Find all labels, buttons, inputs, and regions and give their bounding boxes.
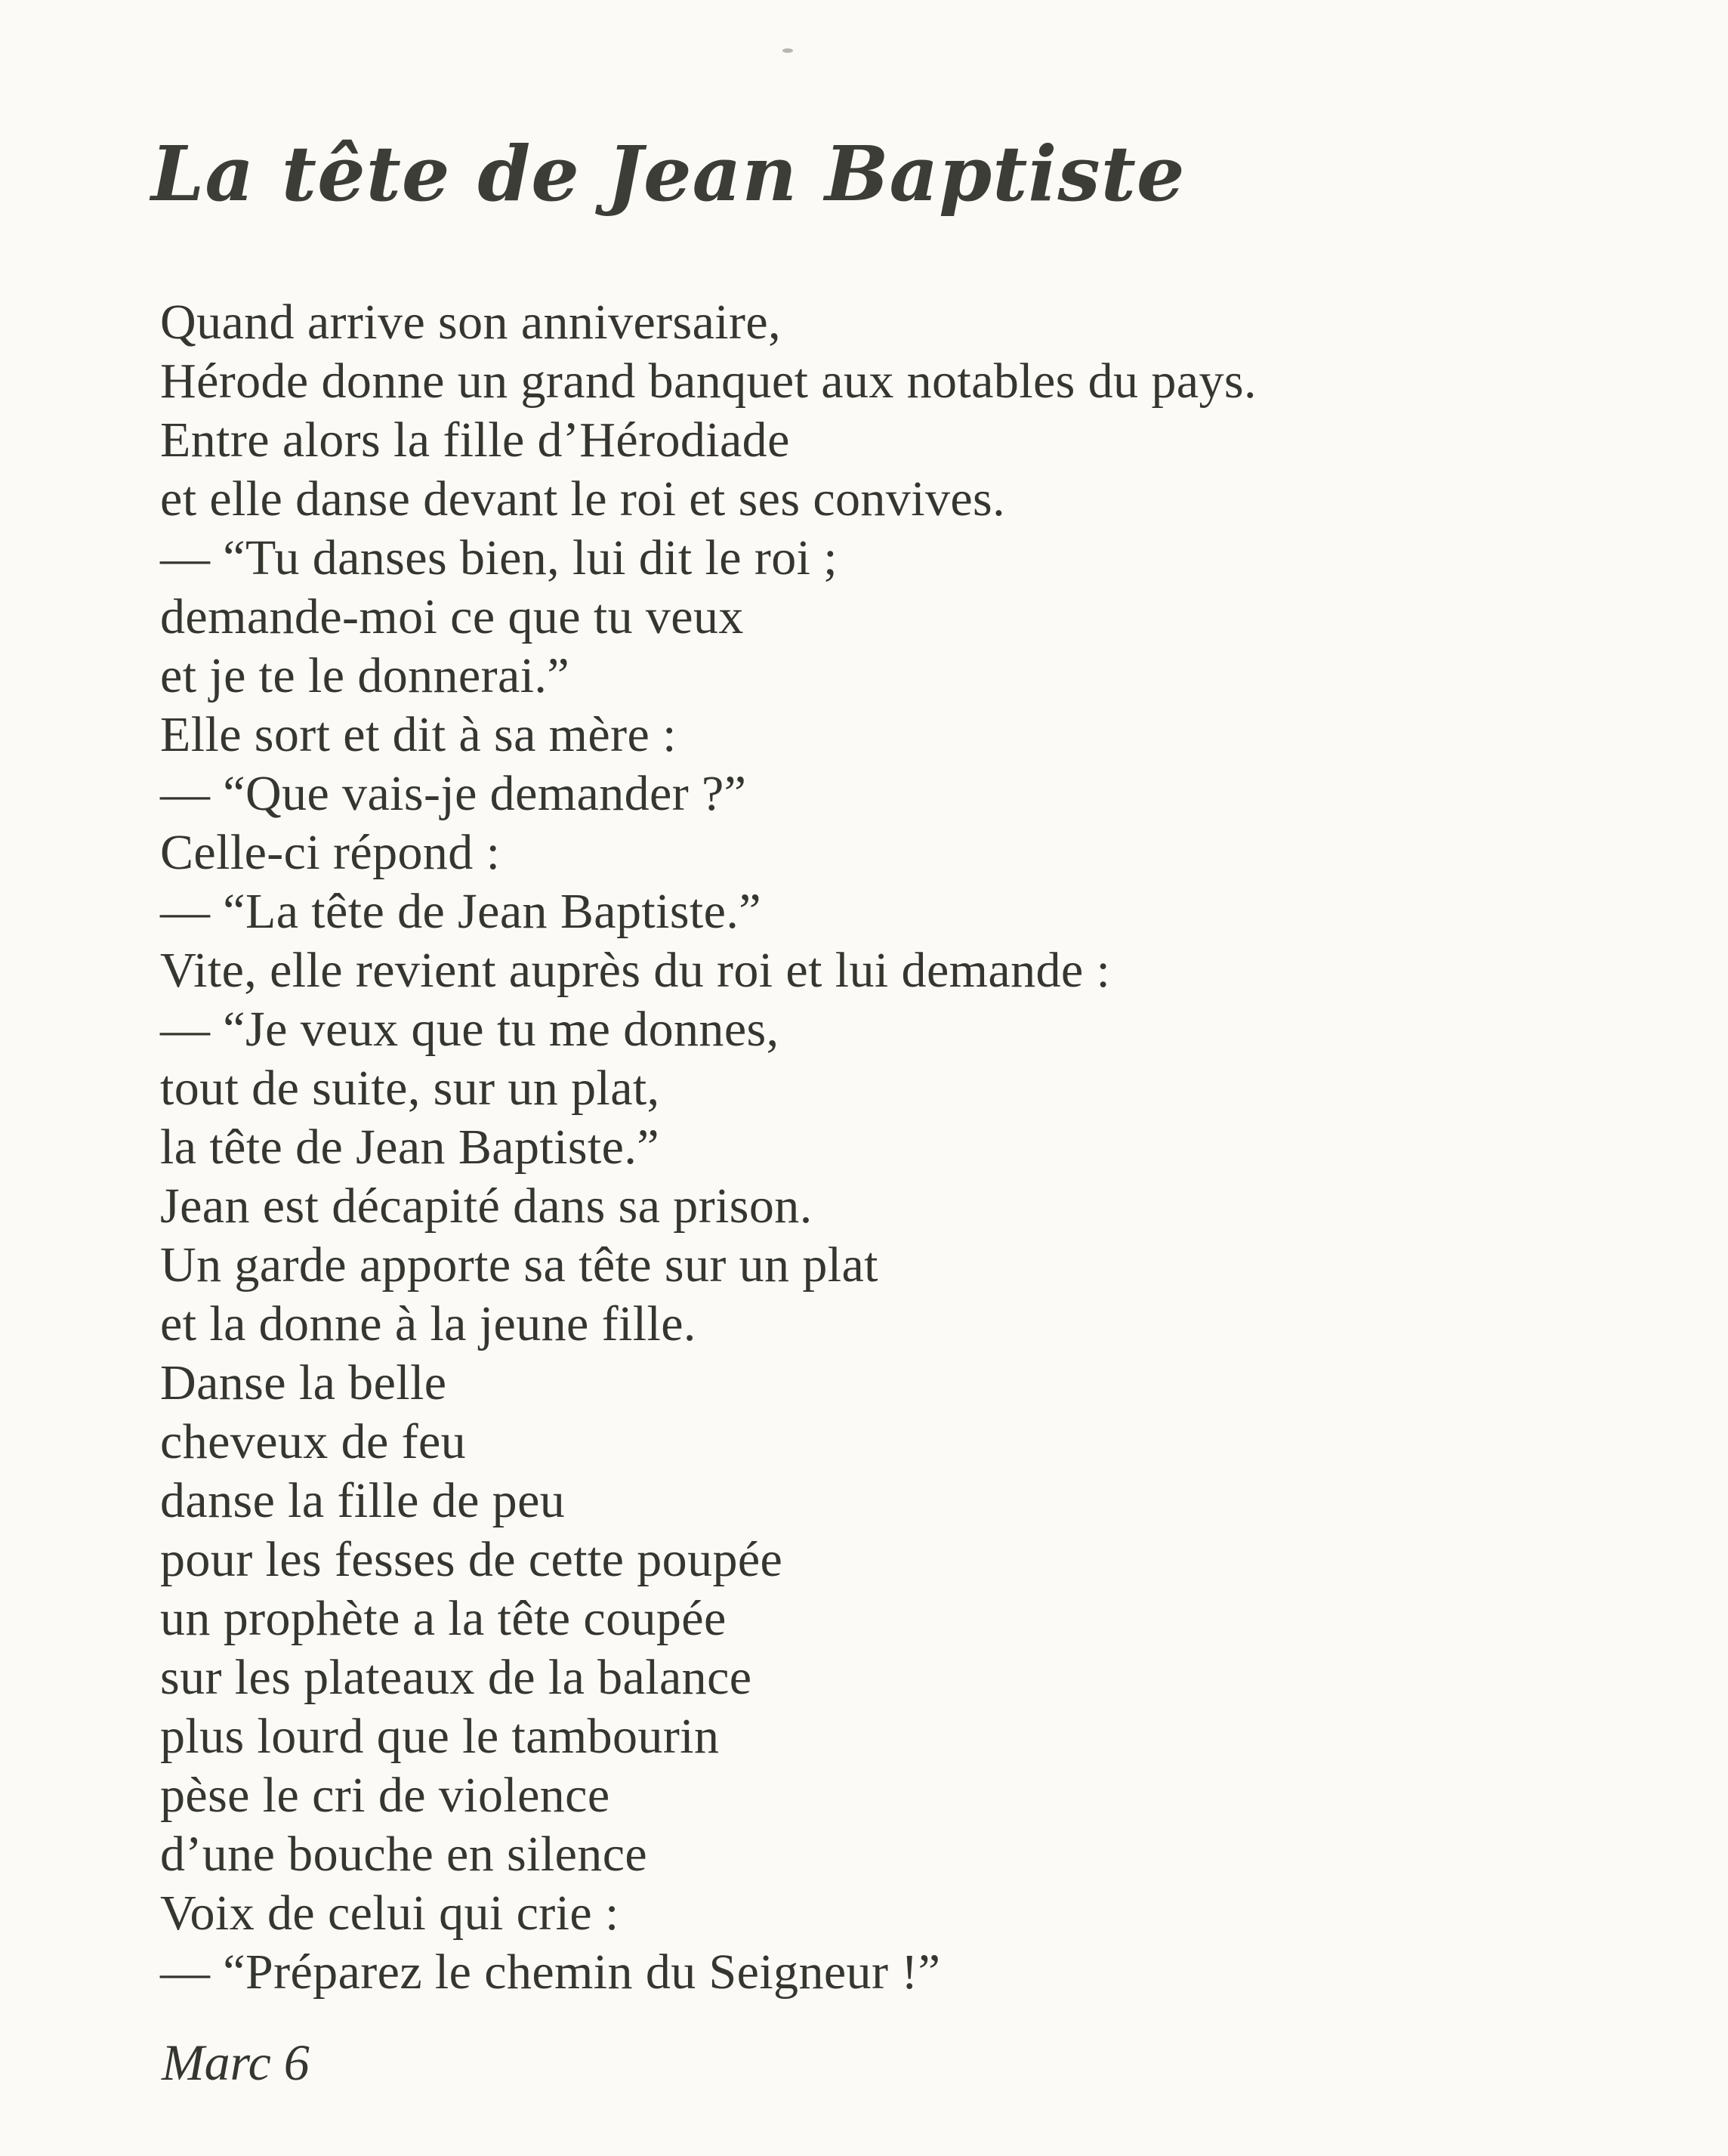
poem-line: Danse la belle: [160, 1355, 447, 1410]
poem-line: — “La tête de Jean Baptiste.”: [160, 884, 761, 939]
poem-line: Elle sort et dit à sa mère :: [160, 707, 677, 762]
poem-line: tout de suite, sur un plat,: [160, 1061, 660, 1116]
poem-line: Jean est décapité dans sa prison.: [160, 1178, 813, 1234]
poem-line: — “Préparez le chemin du Seigneur !”: [160, 1944, 941, 2000]
poem-line: Entre alors la fille d’Hérodiade: [160, 412, 790, 468]
poem-line: Voix de celui qui crie :: [160, 1886, 619, 1941]
poem-line: plus lourd que le tambourin: [160, 1709, 720, 1764]
poem-line: Vite, elle revient auprès du roi et lui demande :: [160, 943, 1111, 998]
poem-line: et je te le donnerai.”: [160, 648, 570, 703]
poem-line: sur les plateaux de la balance: [160, 1650, 752, 1705]
scan-speck: [782, 48, 793, 53]
page-title: La tête de Jean Baptiste: [151, 129, 1186, 218]
poem-line: Hérode donne un grand banquet aux notables du pays.: [160, 354, 1257, 409]
poem-line: — “Tu danses bien, lui dit le roi ;: [160, 530, 838, 585]
poem-line: un prophète a la tête coupée: [160, 1591, 727, 1646]
poem-line: pour les fesses de cette poupée: [160, 1532, 783, 1587]
poem-line: d’une bouche en silence: [160, 1827, 648, 1882]
poem-line: Quand arrive son anniversaire,: [160, 295, 782, 350]
poem-line: Un garde apporte sa tête sur un plat: [160, 1237, 878, 1293]
poem-line: et elle danse devant le roi et ses convives.: [160, 471, 1006, 527]
poem-line: Celle-ci répond :: [160, 825, 501, 880]
poem-line: demande-moi ce que tu veux: [160, 589, 744, 644]
poem-line: cheveux de feu: [160, 1414, 467, 1469]
poem-line: pèse le cri de violence: [160, 1768, 610, 1823]
poem-text: [160, 293, 1257, 2002]
poem-line: et la donne à la jeune fille.: [160, 1296, 696, 1351]
poem-line: la tête de Jean Baptiste.”: [160, 1120, 659, 1175]
poem-line: — “Je veux que tu me donnes,: [160, 1002, 779, 1057]
poem-line: danse la fille de peu: [160, 1473, 566, 1528]
poem-line: — “Que vais-je demander ?”: [160, 766, 747, 821]
scripture-reference: Marc 6: [162, 2034, 310, 2091]
